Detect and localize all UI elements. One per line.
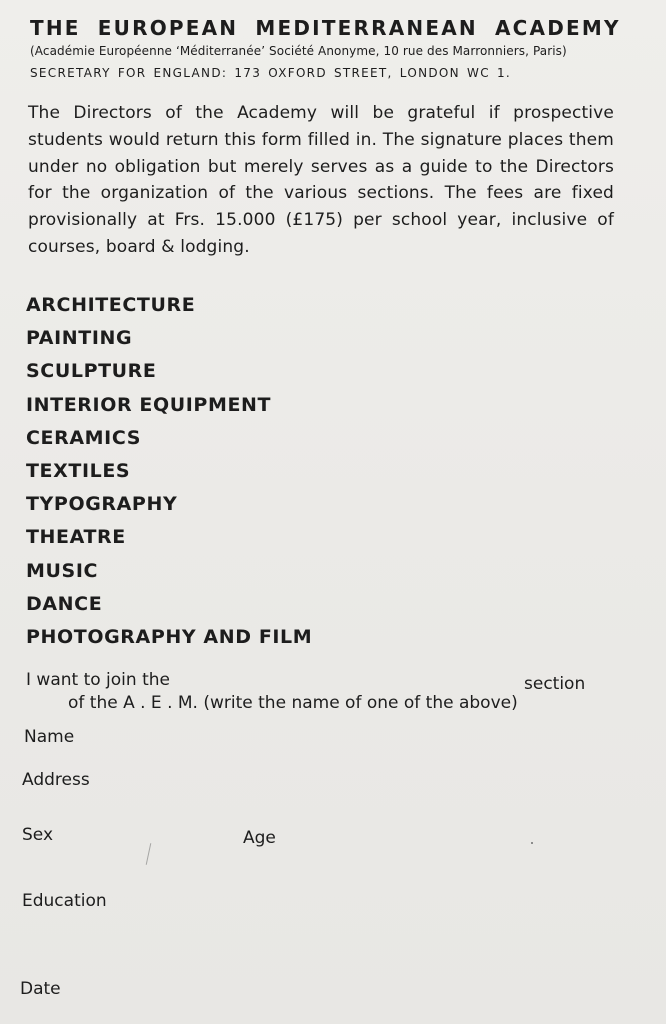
section-item: MUSIC	[26, 559, 99, 582]
age-field-label: Age	[243, 828, 276, 848]
section-item: PAINTING	[26, 327, 133, 350]
academy-title: THE EUROPEAN MEDITERRANEAN ACADEMY	[30, 16, 621, 40]
section-item: SCULPTURE	[26, 360, 157, 383]
sex-field-label: Sex	[22, 825, 54, 845]
section-item: THEATRE	[26, 526, 126, 549]
academy-subtitle: (Académie Européenne ‘Méditerranée’ Société Anonyme, 10 rue des Marronniers, Paris)	[30, 44, 567, 58]
sections-list	[26, 289, 312, 654]
section-item: DANCE	[26, 592, 103, 615]
section-word: section	[524, 674, 586, 694]
section-item: ARCHITECTURE	[26, 294, 196, 316]
education-field-label: Education	[22, 891, 107, 911]
join-section-prompt: I want to join the	[26, 670, 170, 690]
join-section-instruction: of the A . E . M. (write the name of one of the above)	[68, 693, 518, 713]
date-field-label: Date	[20, 979, 61, 999]
name-field-label: Name	[24, 727, 75, 747]
paper-mark	[146, 843, 152, 865]
address-field-label: Address	[22, 770, 90, 790]
section-item: TEXTILES	[26, 459, 131, 482]
section-item: PHOTOGRAPHY AND FILM	[26, 625, 313, 648]
intro-paragraph: The Directors of the Academy will be grateful if prospective students would return this form filled in. The signature places them under no obligation but merely serves as a guide to the Directors for the organization of the various sections. The fees are fixed provisionally at Frs. 15.000 (£175) per school year, inclusive of courses, board & lodging.	[28, 103, 614, 257]
section-item: TYPOGRAPHY	[26, 493, 178, 516]
paper-speck	[531, 842, 533, 844]
section-item: INTERIOR EQUIPMENT	[26, 393, 272, 416]
secretary-address: SECRETARY FOR ENGLAND: 173 OXFORD STREET, LONDON WC 1.	[30, 66, 512, 80]
section-item: CERAMICS	[26, 426, 142, 449]
